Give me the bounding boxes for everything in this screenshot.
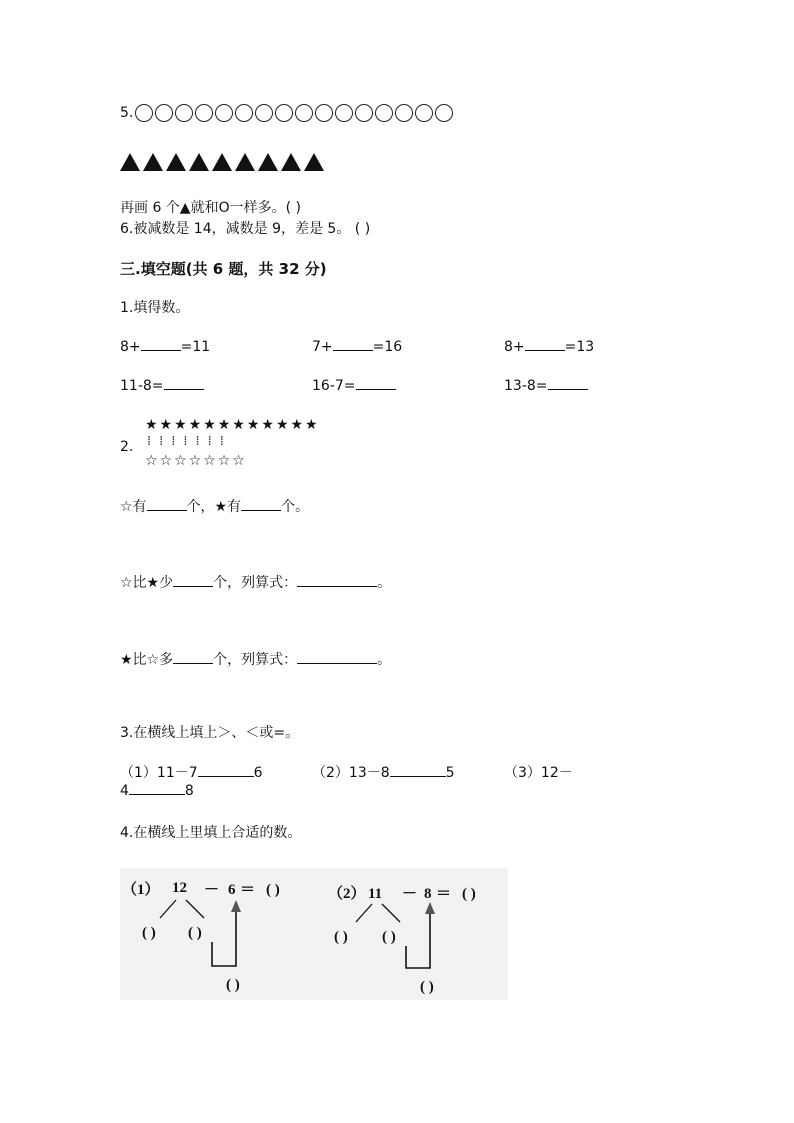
decomposition-diagram bbox=[120, 868, 508, 1000]
split-parens: ( ) bbox=[142, 925, 156, 941]
triangle-shape bbox=[212, 153, 232, 171]
answer-blank[interactable] bbox=[297, 651, 377, 664]
line-text: 个。 bbox=[281, 499, 310, 515]
diagram-label: （2） bbox=[328, 886, 366, 902]
circle-shape bbox=[375, 104, 393, 122]
fill3-title: 3.在横线上填上＞、＜或=。 bbox=[120, 725, 300, 741]
compare-text: 6 bbox=[253, 765, 263, 781]
circle-shape bbox=[215, 104, 233, 122]
compare-text: 8 bbox=[184, 783, 194, 799]
fill4-title: 4.在横线上里填上合适的数。 bbox=[120, 825, 302, 841]
minuend-number: 12 bbox=[172, 880, 187, 896]
white-star-row: ☆☆☆☆☆☆☆ bbox=[145, 453, 247, 469]
circle-shape bbox=[135, 104, 153, 122]
equals-sign: ＝ bbox=[240, 882, 256, 898]
compare-text: 5 bbox=[445, 765, 455, 781]
arrow-up-icon bbox=[231, 900, 241, 912]
triangle-shape bbox=[258, 153, 278, 171]
equation-text: =16 bbox=[372, 339, 403, 355]
circle-shape bbox=[315, 104, 333, 122]
diagram-svg bbox=[120, 868, 508, 1000]
split-line-left bbox=[160, 900, 176, 918]
equation-text: 13-8= bbox=[504, 378, 548, 394]
split-line-right bbox=[186, 900, 204, 918]
line-text: ☆比★少 bbox=[120, 575, 174, 591]
compare-text: （1）11－7 bbox=[120, 765, 198, 781]
equation bbox=[120, 377, 204, 394]
answer-blank[interactable] bbox=[147, 498, 187, 511]
triangle-shape bbox=[166, 153, 186, 171]
circle-shape bbox=[435, 104, 453, 122]
equation-text: =11 bbox=[180, 339, 211, 355]
q5-circle-row bbox=[120, 104, 453, 122]
answer-blank[interactable] bbox=[548, 377, 588, 390]
equation bbox=[312, 377, 396, 394]
result-parens: ( ) bbox=[420, 979, 434, 995]
equation-text: 8+ bbox=[504, 339, 525, 355]
line-text: 。 bbox=[377, 652, 392, 668]
result-parens: ( ) bbox=[226, 977, 240, 993]
arrow-up-icon bbox=[425, 902, 435, 914]
triangle-shape bbox=[281, 153, 301, 171]
compare-item bbox=[312, 762, 455, 782]
circle-shape bbox=[395, 104, 413, 122]
circle-shape bbox=[275, 104, 293, 122]
circle-shape bbox=[355, 104, 373, 122]
compare-text: 4 bbox=[120, 783, 129, 799]
answer-parens: ( ) bbox=[266, 882, 280, 898]
fill2-line bbox=[120, 649, 391, 669]
circle-shape bbox=[295, 104, 313, 122]
fill1-title: 1.填得数。 bbox=[120, 300, 190, 316]
compare-item bbox=[120, 762, 263, 782]
black-star-row: ★★★★★★★★★★★★ bbox=[145, 417, 320, 433]
triangle-shape bbox=[235, 153, 255, 171]
answer-blank[interactable] bbox=[173, 651, 213, 664]
circle-shape bbox=[235, 104, 253, 122]
bracket-line bbox=[406, 910, 430, 968]
answer-blank[interactable] bbox=[129, 782, 185, 795]
answer-blank[interactable] bbox=[198, 764, 254, 777]
circle-group bbox=[135, 104, 453, 122]
triangle-shape bbox=[304, 153, 324, 171]
answer-blank[interactable] bbox=[241, 498, 281, 511]
compare-item-cont bbox=[120, 782, 194, 799]
circle-shape bbox=[335, 104, 353, 122]
minuend-number: 11 bbox=[368, 886, 383, 902]
split-parens: ( ) bbox=[382, 929, 396, 945]
split-parens: ( ) bbox=[188, 925, 202, 941]
fill2-label: 2. bbox=[120, 439, 134, 455]
circle-shape bbox=[415, 104, 433, 122]
compare-text: （2）13－8 bbox=[312, 765, 390, 781]
line-text: 个，★有 bbox=[186, 499, 242, 515]
compare-item bbox=[504, 762, 573, 782]
triangle-group bbox=[120, 153, 324, 171]
circle-shape bbox=[255, 104, 273, 122]
split-line-right bbox=[382, 904, 400, 922]
compare-text: （3）12－ bbox=[504, 765, 573, 781]
triangle-shape bbox=[189, 153, 209, 171]
circle-shape bbox=[155, 104, 173, 122]
diagram-label: （1） bbox=[122, 882, 160, 898]
equation-text: 7+ bbox=[312, 339, 333, 355]
fill2-line bbox=[120, 496, 309, 516]
answer-blank[interactable] bbox=[164, 377, 204, 390]
triangle-shape bbox=[120, 153, 140, 171]
subtrahend-number: 6 bbox=[228, 882, 236, 898]
answer-blank[interactable] bbox=[390, 764, 446, 777]
circle-shape bbox=[175, 104, 193, 122]
line-text: 个，列算式： bbox=[213, 652, 298, 668]
answer-blank[interactable] bbox=[333, 338, 373, 351]
equation-text: 11-8= bbox=[120, 378, 164, 394]
minus-sign: － bbox=[204, 882, 220, 898]
equation-text: =13 bbox=[564, 339, 595, 355]
answer-blank[interactable] bbox=[141, 338, 181, 351]
equals-sign: ＝ bbox=[436, 886, 452, 902]
equation-text: 8+ bbox=[120, 339, 141, 355]
split-parens: ( ) bbox=[334, 929, 348, 945]
answer-blank[interactable] bbox=[297, 574, 377, 587]
answer-blank[interactable] bbox=[173, 574, 213, 587]
minus-sign: － bbox=[402, 886, 418, 902]
equation bbox=[504, 338, 594, 355]
equation bbox=[312, 338, 402, 355]
answer-blank[interactable] bbox=[356, 377, 396, 390]
dotted-connectors: ⁞⁞⁞⁞⁞⁞⁞ bbox=[147, 434, 232, 449]
section-title: 三.填空题(共 6 题，共 32 分) bbox=[120, 260, 327, 278]
equation-text: 16-7= bbox=[312, 378, 356, 394]
subtrahend-number: 8 bbox=[424, 886, 432, 902]
answer-parens: ( ) bbox=[462, 886, 476, 902]
equation bbox=[120, 338, 210, 355]
line-text: ☆有 bbox=[120, 499, 147, 515]
fill2-line bbox=[120, 572, 391, 592]
q5-label: 5. bbox=[120, 105, 134, 121]
circle-shape bbox=[195, 104, 213, 122]
triangle-shape bbox=[143, 153, 163, 171]
q6-statement: 6.被减数是 14，减数是 9，差是 5。 ( ) bbox=[120, 221, 371, 237]
q5-statement: 再画 6 个▲就和O一样多。( ) bbox=[120, 200, 301, 216]
line-text: ★比☆多 bbox=[120, 652, 174, 668]
equation bbox=[504, 377, 588, 394]
split-line-left bbox=[356, 904, 372, 922]
answer-blank[interactable] bbox=[525, 338, 565, 351]
bracket-line bbox=[212, 908, 236, 966]
line-text: 。 bbox=[377, 575, 392, 591]
line-text: 个，列算式： bbox=[213, 575, 298, 591]
